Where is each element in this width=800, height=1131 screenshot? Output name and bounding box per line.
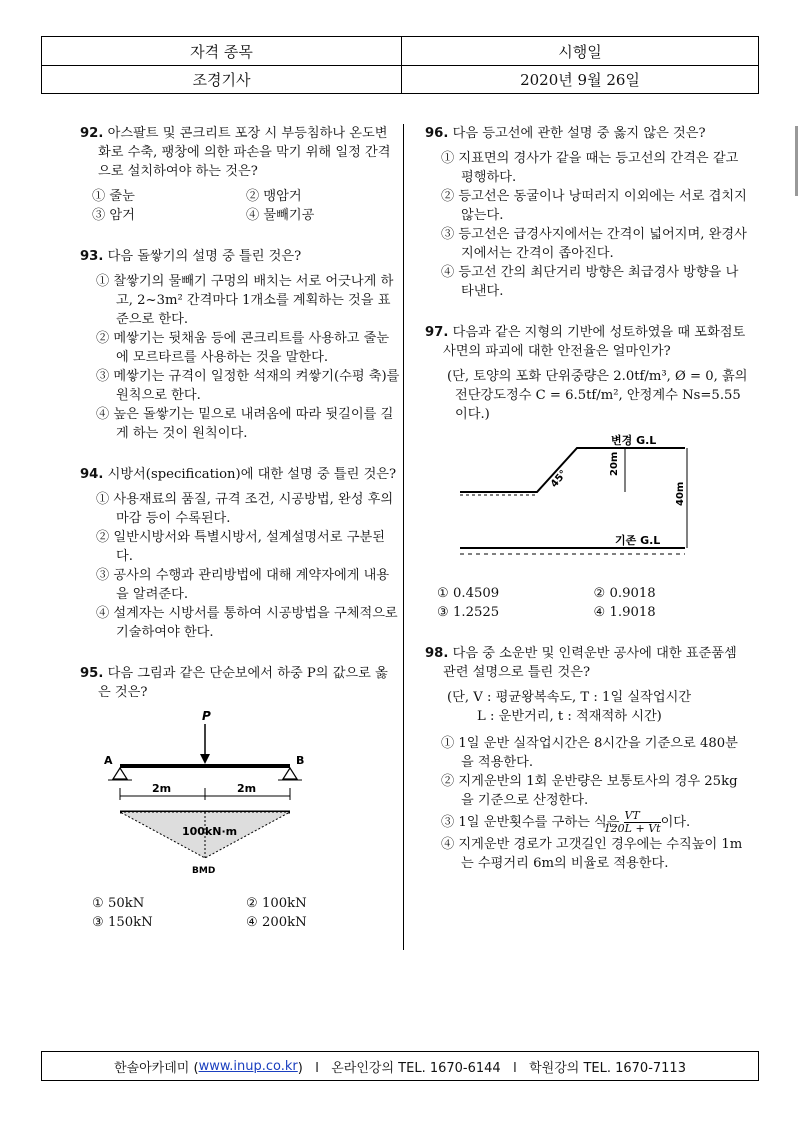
angle-label: 45° xyxy=(548,468,570,490)
option-4[interactable]: ④ 1.9018 xyxy=(593,605,656,620)
simple-beam-diagram xyxy=(80,710,400,880)
footer-contact: ) l 온라인강의 TEL. 1670-6144 l 학원강의 TEL. 1670-7113 xyxy=(297,1060,686,1076)
option-1[interactable]: ① 0.4509 xyxy=(437,586,500,601)
scroll-edge xyxy=(795,126,798,196)
question-number: 97. xyxy=(425,325,449,340)
question-97 xyxy=(425,323,750,622)
question-number: 94. xyxy=(80,467,104,482)
fraction-numerator: VT xyxy=(624,810,661,823)
height-large-label: 40m xyxy=(675,481,686,506)
fraction-denominator: 120L + Vt xyxy=(603,822,661,835)
question-number: 96. xyxy=(425,126,449,141)
question-stem: 다음 등고선에 관한 설명 중 옳지 않은 것은? xyxy=(452,126,706,141)
fill-profile xyxy=(460,448,685,492)
column-divider xyxy=(403,124,404,950)
span1-label: 2m xyxy=(152,782,172,795)
header-col1-value: 조경기사 xyxy=(42,65,402,93)
question-condition-1: (단, V : 평균왕복속도, T : 1일 실작업시간 xyxy=(447,690,692,705)
option-3-prefix: ③ 1일 운반횟수를 구하는 식은 xyxy=(441,815,620,830)
option-3[interactable]: ③ 메쌓기는 규격이 일정한 석재의 켜쌓기(수평 축)를 원칙으로 한다. xyxy=(96,369,400,403)
question-number: 98. xyxy=(425,646,449,661)
option-4[interactable]: ④ 설계자는 시방서를 통하여 시공방법을 구체적으로 기술하여야 한다. xyxy=(96,606,398,640)
height-small-label: 20m xyxy=(609,451,620,476)
option-1[interactable]: ① 1일 운반 실작업시간은 8시간을 기준으로 480분을 적용한다. xyxy=(441,736,738,770)
slope-figure xyxy=(425,432,750,576)
option-4[interactable]: ④ 지게운반 경로가 고갯길인 경우에는 수직높이 1m는 수평거리 6m의 비율로 적용한다. xyxy=(441,837,743,871)
header-table xyxy=(41,36,759,94)
option-1[interactable]: ① 줄눈 xyxy=(92,189,135,204)
load-arrowhead xyxy=(200,754,210,764)
moment-label: 100kN·m xyxy=(182,825,238,838)
question-94 xyxy=(80,465,400,642)
option-2[interactable]: ② 등고선은 동굴이나 낭떠러지 이외에는 서로 겹치지 않는다. xyxy=(441,189,747,223)
question-96 xyxy=(425,124,750,301)
header-col1-label: 자격 종목 xyxy=(42,37,402,65)
footer-brand: 한솔아카데미 ( xyxy=(114,1060,199,1076)
question-condition-2: L : 운반거리, t : 적재적하 시간) xyxy=(477,709,662,724)
option-1[interactable]: ① 지표면의 경사가 같을 때는 등고선의 간격은 같고 평행하다. xyxy=(441,151,739,185)
question-92 xyxy=(80,124,400,225)
question-number: 92. xyxy=(80,126,104,141)
support-b-label: B xyxy=(296,754,305,767)
option-3[interactable]: ③ 등고선은 급경사지에서는 간격이 넓어지며, 완경사지에서는 간격이 좁아진다. xyxy=(441,227,747,261)
slope-diagram xyxy=(425,432,745,570)
support-b xyxy=(283,768,297,779)
option-3[interactable]: ③ 암거 xyxy=(92,208,135,223)
question-93 xyxy=(80,247,400,443)
footer-url-link[interactable]: www.inup.co.kr xyxy=(198,1058,298,1074)
question-number: 93. xyxy=(80,249,104,264)
option-3[interactable]: ③ 150kN xyxy=(92,915,153,930)
right-column xyxy=(425,124,750,895)
question-stem: 아스팔트 및 콘크리트 포장 시 부등침하나 온도변화로 수축, 팽창에 의한 파손을 막기 위해 일정 간격으로 설치하여야 하는 것은? xyxy=(98,126,391,179)
base-ground-label: 기존 G.L xyxy=(615,534,661,547)
top-ground-label: 변경 G.L xyxy=(611,434,657,447)
header-col2-label: 시행일 xyxy=(558,42,602,61)
option-2[interactable]: ② 맹암거 xyxy=(246,189,302,204)
option-3[interactable] xyxy=(425,810,750,835)
question-condition: (단, 토양의 포화 단위중량은 2.0tf/m³, Ø = 0, 흙의 전단강도정수 C = 6.5tf/m², 안정계수 Ns=5.55이다.) xyxy=(447,369,748,422)
question-stem: 다음 그림과 같은 단순보에서 하중 P의 값으로 옳은 것은? xyxy=(98,666,388,700)
option-3[interactable]: ③ 공사의 수행과 관리방법에 대해 계약자에게 내용을 알려준다. xyxy=(96,568,390,602)
support-a-label: A xyxy=(104,754,113,767)
option-3-suffix: 이다. xyxy=(660,815,691,830)
footer-bar xyxy=(41,1051,759,1081)
span2-label: 2m xyxy=(237,782,257,795)
option-4[interactable]: ④ 200kN xyxy=(246,915,307,930)
option-2[interactable]: ② 지게운반의 1회 운반량은 보통토사의 경우 25kg을 기준으로 산정한다. xyxy=(441,774,738,808)
option-1[interactable]: ① 찰쌓기의 물빼기 구멍의 배치는 서로 어긋나게 하고, 2~3m² 간격마다 1개소를 계획하는 것을 표준으로 한다. xyxy=(96,274,394,327)
option-2[interactable]: ② 일반시방서와 특별시방서, 설계설명서로 구분된다. xyxy=(96,530,385,564)
bmd-label: BMD xyxy=(192,866,216,876)
option-4[interactable]: ④ 물빼기공 xyxy=(246,208,315,223)
question-stem: 다음 중 소운반 및 인력운반 공사에 대한 표준품셈 관련 설명으로 틀린 것은? xyxy=(443,646,737,680)
option-1[interactable]: ① 사용재료의 품질, 규격 조건, 시공방법, 완성 후의 마감 등이 수록된다. xyxy=(96,492,394,526)
question-stem: 시방서(specification)에 대한 설명 중 틀린 것은? xyxy=(107,467,397,482)
beam-figure xyxy=(80,710,400,886)
support-a xyxy=(113,768,127,779)
fraction xyxy=(603,809,661,835)
option-4[interactable]: ④ 높은 돌쌓기는 밑으로 내려옴에 따라 뒷길이를 길게 하는 것이 원칙이다. xyxy=(96,407,394,441)
load-label: P xyxy=(202,710,211,723)
option-4[interactable]: ④ 등고선 간의 최단거리 방향은 최급경사 방향을 나타낸다. xyxy=(441,265,739,299)
left-column xyxy=(80,124,400,954)
question-95 xyxy=(80,664,400,932)
question-number: 95. xyxy=(80,666,104,681)
option-2[interactable]: ② 메쌓기는 뒷채움 등에 콘크리트를 사용하고 줄눈에 모르타르를 사용하는 것을 말한다. xyxy=(96,331,390,365)
header-col2-value: 2020년 9월 26일 xyxy=(520,70,640,89)
question-98 xyxy=(425,644,750,873)
question-stem: 다음과 같은 지형의 기반에 성토하였을 때 포화점토사면의 파괴에 대한 안전율은 얼마인가? xyxy=(443,325,746,359)
option-1[interactable]: ① 50kN xyxy=(92,896,145,911)
option-3[interactable]: ③ 1.2525 xyxy=(437,605,500,620)
option-2[interactable]: ② 100kN xyxy=(246,896,307,911)
question-stem: 다음 돌쌓기의 설명 중 틀린 것은? xyxy=(107,249,302,264)
option-2[interactable]: ② 0.9018 xyxy=(593,586,656,601)
